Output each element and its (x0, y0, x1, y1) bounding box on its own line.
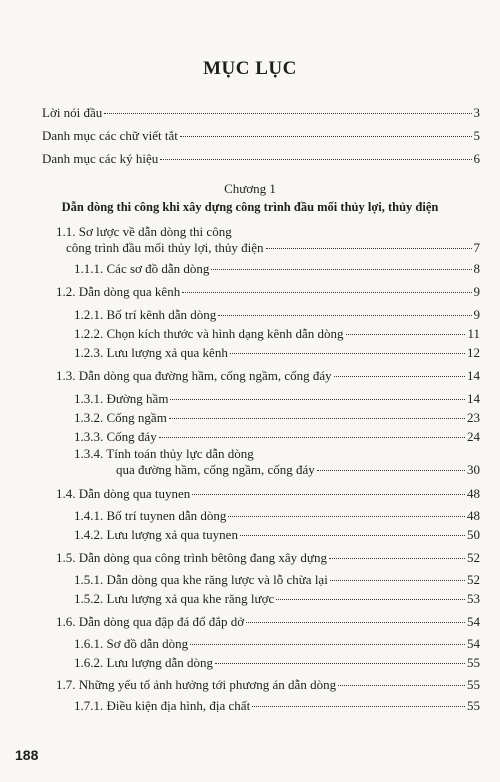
dot-leader (228, 516, 465, 517)
toc-entry (74, 636, 480, 652)
toc-entry-page: 55 (467, 655, 480, 670)
toc-entry (56, 368, 480, 384)
toc-entry-label-cont: qua đường hầm, cống ngầm, cống đáy (116, 462, 315, 477)
dot-leader (329, 558, 465, 559)
toc-entry-page: 11 (467, 326, 480, 341)
toc-entry (42, 105, 480, 121)
toc-entry-page: 7 (473, 240, 480, 255)
toc-entry-page: 55 (467, 677, 480, 692)
dot-leader (252, 706, 465, 707)
toc-entry-label: 1.2. Dẫn dòng qua kênh (56, 284, 181, 299)
dot-leader (230, 353, 465, 354)
toc-entry-page: 14 (467, 368, 480, 383)
page-title: MỤC LỤC (203, 58, 297, 79)
toc-entry-page: 30 (467, 462, 480, 477)
toc-entry-label: 1.5. Dẫn dòng qua công trình bêtông đang xây dựng (56, 550, 327, 565)
toc-entry (74, 410, 480, 426)
dot-leader (334, 376, 465, 377)
dot-leader (240, 535, 465, 536)
toc-entry-page: 14 (467, 391, 480, 406)
dot-leader (170, 399, 465, 400)
toc-entry (74, 508, 480, 524)
toc-entry-page: 6 (473, 151, 480, 166)
toc-entry (42, 128, 480, 144)
dot-leader (190, 644, 465, 645)
toc-entry-label: 1.3.2. Cống ngầm (74, 410, 167, 425)
toc-entry-page: 8 (473, 261, 480, 276)
toc-entry-label: 1.1. Sơ lược về dẫn dòng thi công (56, 224, 232, 239)
toc-entry-label-cont: công trình đầu mối thủy lợi, thủy điện (66, 240, 264, 255)
dot-leader (317, 470, 465, 471)
toc-entry-label: 1.1.1. Các sơ đồ dẫn dòng (74, 261, 210, 276)
toc-entry (74, 572, 480, 588)
dot-leader (330, 580, 465, 581)
toc-entry (74, 326, 480, 342)
dot-leader (346, 334, 466, 335)
toc-entry-label: 1.6.2. Lưu lượng dẫn dòng (74, 655, 214, 670)
toc-entry (74, 591, 480, 607)
dot-leader (160, 159, 471, 160)
toc-entry-page: 52 (467, 550, 480, 565)
dot-leader (211, 269, 471, 270)
chapter-title: Dẫn dòng thi công khi xây dựng công trình đầu mối thủy lợi, thủy điện (61, 200, 439, 214)
chapter-heading: Chương 1 (224, 181, 276, 196)
toc-entry-page: 24 (467, 429, 480, 444)
toc-entry (66, 240, 480, 256)
toc-entry-page: 54 (467, 614, 480, 629)
toc-entry-label: 1.6.1. Sơ đồ dẫn dòng (74, 636, 189, 651)
toc-entry-label: 1.5.1. Dẫn dòng qua khe răng lược và lỗ chừa lại (74, 572, 328, 587)
dot-leader (215, 663, 465, 664)
toc-entry (56, 284, 480, 300)
toc-entry (74, 345, 480, 361)
toc-entry-page: 48 (467, 508, 480, 523)
toc-entry-label: 1.6. Dẫn dòng qua đập đá đổ đắp dở (56, 614, 245, 629)
toc-entry (74, 261, 480, 277)
toc-entry (42, 151, 480, 167)
toc-entry-label: 1.3.3. Cống đáy (74, 429, 157, 444)
toc-entry (74, 527, 480, 543)
toc-entry-label: 1.7. Những yếu tố ảnh hưởng tới phương án dẫn dòng (56, 677, 337, 692)
dot-leader (159, 437, 465, 438)
toc-entry-page: 9 (473, 307, 480, 322)
dot-leader (246, 622, 465, 623)
dot-leader (266, 248, 472, 249)
toc-entry-page: 12 (467, 345, 480, 360)
toc-entry-page: 52 (467, 572, 480, 587)
toc-entry (74, 391, 480, 407)
page-number: 188 (15, 747, 39, 763)
toc-entry-label: 1.4.1. Bố trí tuynen dẫn dòng (74, 508, 227, 523)
toc-entry-page: 55 (467, 698, 480, 713)
toc-entry (74, 429, 480, 445)
dot-leader (182, 292, 471, 293)
toc-entry-label: 1.3.1. Đường hầm (74, 391, 169, 406)
dot-leader (276, 599, 465, 600)
toc-entry-label: 1.4.2. Lưu lượng xả qua tuynen (74, 527, 238, 542)
dot-leader (192, 494, 465, 495)
toc-entry-page: 5 (473, 128, 480, 143)
toc-entry-page: 54 (467, 636, 480, 651)
toc-entry (74, 698, 480, 714)
toc-entry (56, 614, 480, 630)
toc-entry-label: Danh mục các chữ viết tắt (42, 128, 178, 143)
toc-entry (74, 655, 480, 671)
toc-entry (116, 462, 480, 478)
dot-leader (218, 315, 471, 316)
toc-entry (56, 486, 480, 502)
toc-entry-page: 53 (467, 591, 480, 606)
toc-entry-page: 50 (467, 527, 480, 542)
toc-entry-label: Lời nói đầu (42, 105, 103, 120)
dot-leader (180, 136, 472, 137)
dot-leader (104, 113, 471, 114)
toc-entry-label: 1.2.3. Lưu lượng xả qua kênh (74, 345, 228, 360)
toc-entry-label: 1.2.2. Chọn kích thước và hình dạng kênh dẫn dòng (74, 326, 344, 341)
toc-entry-page: 48 (467, 486, 480, 501)
toc-entry (56, 550, 480, 566)
toc-entry-label: 1.2.1. Bố trí kênh dẫn dòng (74, 307, 217, 322)
dot-leader (169, 418, 465, 419)
toc-entry (74, 307, 480, 323)
toc-entry-label: 1.7.1. Điều kiện địa hình, địa chất (74, 698, 251, 713)
toc-entry-label: Danh mục các ký hiệu (42, 151, 159, 166)
toc-entry-label: 1.3. Dẫn dòng qua đường hầm, cống ngầm, cống đáy (56, 368, 332, 383)
toc-entry-label: 1.4. Dẫn dòng qua tuynen (56, 486, 191, 501)
toc-entry (56, 677, 480, 693)
toc-entry-page: 9 (473, 284, 480, 299)
dot-leader (338, 685, 465, 686)
toc-entry-page: 3 (473, 105, 480, 120)
toc-entry-page: 23 (467, 410, 480, 425)
toc-entry-label: 1.3.4. Tính toán thủy lực dẫn dòng (74, 446, 254, 461)
toc-entry-label: 1.5.2. Lưu lượng xả qua khe răng lược (74, 591, 275, 606)
